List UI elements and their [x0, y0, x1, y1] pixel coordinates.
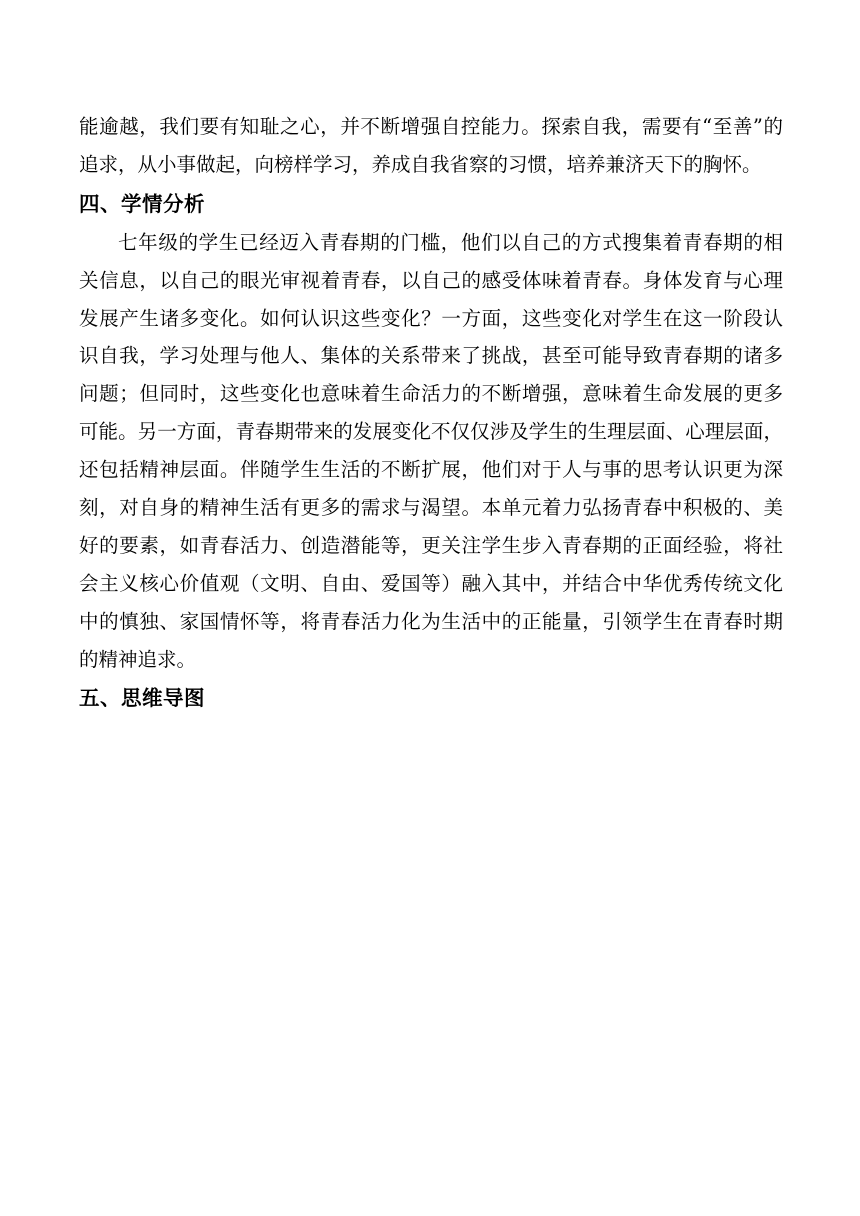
paragraph-line: 还包括精神层面。伴随学生生活的不断扩展，他们对于人与事的思考认识更为深 — [79, 458, 783, 482]
paragraph-line: 好的要素，如青春活力、创造潜能等，更关注学生步入青春期的正面经验，将社 — [79, 533, 783, 557]
document-body — [79, 108, 783, 718]
paragraph-line: 追求，从小事做起，向榜样学习，养成自我省察的习惯，培养兼济天下的胸怀。 — [79, 152, 762, 176]
section-heading-mind-map: 五、思维导图 — [79, 686, 205, 711]
paragraph-line: 七年级的学生已经迈入青春期的门槛，他们以自己的方式搜集着青春期的相 — [118, 230, 783, 254]
paragraph-line: 会主义核心价值观（文明、自由、爱国等）融入其中，并结合中华优秀传统文化 — [79, 571, 783, 595]
paragraph-line: 刻，对自身的精神生活有更多的需求与渴望。本单元着力弘扬青春中积极的、美 — [79, 496, 783, 520]
continuation-paragraph — [79, 108, 783, 184]
paragraph-line: 关信息，以自己的眼光审视着青春，以自己的感受体味着青春。身体发育与心理 — [79, 268, 783, 292]
paragraph-line: 识自我，学习处理与他人、集体的关系带来了挑战，甚至可能导致青春期的诸多 — [79, 344, 783, 368]
paragraph-line: 问题；但同时，这些变化也意味着生命活力的不断增强，意味着生命发展的更多 — [79, 382, 783, 406]
paragraph-line: 的精神追求。 — [79, 647, 197, 671]
section-heading-learning-analysis: 四、学情分析 — [79, 191, 205, 216]
paragraph-line: 中的慎独、家国情怀等，将青春活力化为生活中的正能量，引领学生在青春时期 — [79, 609, 783, 633]
paragraph-line: 能逾越，我们要有知耻之心，并不断增强自控能力。探索自我，需要有“至善”的 — [79, 115, 783, 138]
learning-analysis-paragraph — [79, 224, 783, 679]
paragraph-line: 可能。另一方面，青春期带来的发展变化不仅仅涉及学生的生理层面、心理层面， — [79, 420, 783, 444]
paragraph-line: 发展产生诸多变化。如何认识这些变化？一方面，这些变化对学生在这一阶段认 — [79, 306, 783, 330]
